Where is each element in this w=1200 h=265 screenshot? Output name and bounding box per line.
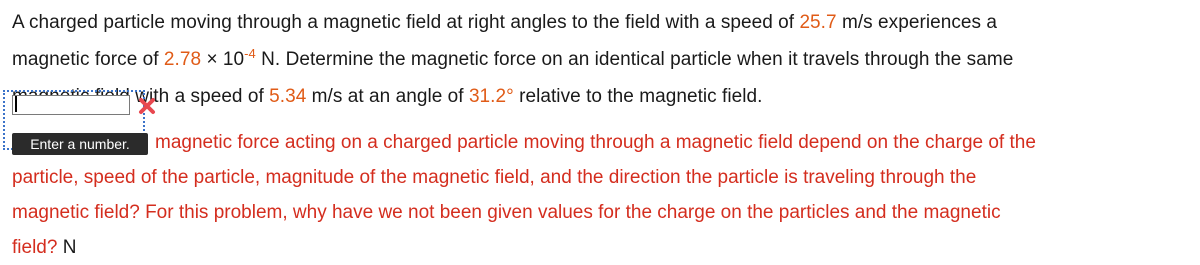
text-cursor [15,96,17,112]
feedback-line-1: magnetic force acting on a charged particle moving through a magnetic field depend on the charge of the [155,132,1036,153]
question-text-segment: with a speed of [129,86,270,107]
feedback-text [12,125,1196,265]
question-text-segment: m/s experiences a [836,12,997,33]
force-exponent: -4 [244,46,256,61]
question-text [12,4,1196,115]
question-text-segment: relative to the magnetic field. [513,86,763,107]
question-text-segment: m/s at an angle of [306,86,469,107]
force-value: 2.78 [163,49,202,70]
question-line-1 [12,4,1196,41]
feedback-line-4-text: field? [12,237,58,258]
angle-value: 31.2° [468,86,514,107]
speed-value-1: 25.7 [799,12,837,33]
feedback-line-4 [12,230,1196,265]
times-ten-text: × 10 [201,49,245,70]
question-text-segment: magnetic force of [12,49,164,70]
question-text-segment: A charged particle moving through a magnetic field at right angles to the field with a speed of [12,12,800,33]
input-tooltip: Enter a number. [12,133,148,155]
x-icon [137,96,157,116]
question-text-segment: N. Determine the magnetic force on an identical particle when it travels through the same [255,49,1014,70]
question-line-3 [12,78,1196,115]
speed-value-2: 5.34 [269,86,307,107]
feedback-line-3: magnetic field? For this problem, why have we not been given values for the charge on the particles and the magnetic [12,202,1001,223]
unit-label: N [57,237,77,258]
question-line-2 [12,41,1196,78]
feedback-line-2: particle, speed of the particle, magnitude of the magnetic field, and the direction the particle is traveling through the [12,167,977,188]
answer-input[interactable] [12,95,130,115]
